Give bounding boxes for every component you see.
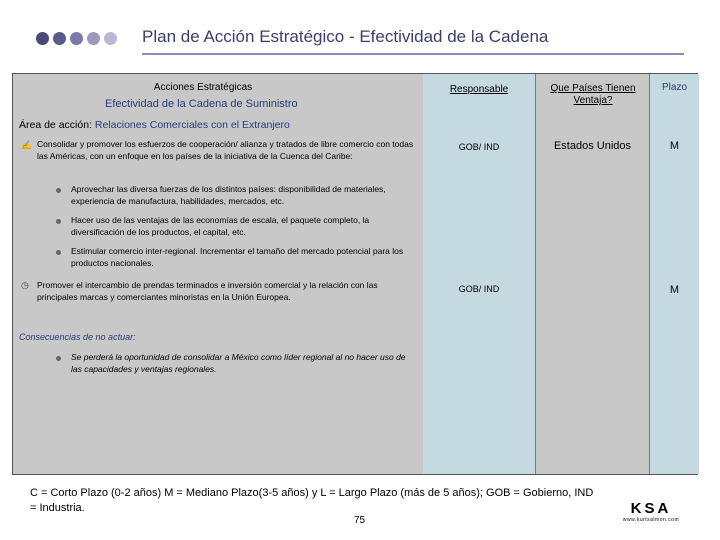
ksa-logo bbox=[620, 500, 682, 523]
sub-item-2: Hacer uso de las ventajas de las economías de escala, el paquete completo, la diversificación de los productos, el capital, etc. bbox=[71, 215, 370, 237]
bullet-dot bbox=[56, 219, 61, 224]
header-paises: Que Países Tienen Ventaja? bbox=[550, 83, 636, 106]
action-1-paises: Estados Unidos bbox=[553, 140, 632, 152]
dot-1 bbox=[36, 32, 49, 45]
action-1-plazo: M bbox=[669, 140, 680, 152]
header-plazo: Plazo bbox=[661, 82, 687, 93]
bullet-dot bbox=[56, 356, 61, 361]
header-acciones: Acciones Estratégicas bbox=[153, 82, 253, 93]
table-subtitle: Efectividad de la Cadena de Suministro bbox=[105, 98, 298, 110]
dot-5 bbox=[104, 32, 117, 45]
action-1-text: Consolidar y promover los esfuerzos de cooperación/ alianza y tratados de libre comercio con todas las Américas, con un enfoque en los países de la iniciativa de la Cuenca del Caribe: bbox=[37, 139, 414, 161]
bullet-dot bbox=[56, 188, 61, 193]
action-2-responsable: GOB/ IND bbox=[458, 284, 500, 294]
action-plan-table bbox=[12, 73, 698, 475]
clock-icon: ◷ bbox=[21, 280, 29, 290]
sub-item-1: Aprovechar las diversa fuerzas de los distintos países: disponibilidad de materiales, experiencia de manufactura, habilidades, mercados, etc. bbox=[71, 184, 386, 206]
footer-legend: C = Corto Plazo (0-2 años) M = Mediano Plazo(3-5 años) y L = Largo Plazo (más de 5 años); GOB = Gobierno, IND = Industria. bbox=[30, 487, 594, 514]
page-number: 75 bbox=[354, 515, 366, 526]
column-plazo bbox=[650, 74, 699, 474]
column-paises bbox=[535, 74, 650, 474]
sub-item-3: Estimular comercio inter-regional. Incrementar el tamaño del mercado potencial para los productos nacionales. bbox=[71, 246, 404, 268]
area-label: Área de acción: bbox=[19, 119, 92, 131]
title-dots bbox=[36, 32, 117, 45]
title-rule bbox=[142, 53, 684, 55]
logo-tagline: www.kurtsalmon.com bbox=[622, 517, 680, 523]
header-responsable: Responsable bbox=[449, 84, 509, 95]
action-1-responsable: GOB/ IND bbox=[458, 142, 500, 152]
pencil-icon: ✍ bbox=[21, 140, 33, 150]
page-title: Plan de Acción Estratégico - Efectividad de la Cadena bbox=[142, 27, 549, 46]
action-2-plazo: M bbox=[669, 284, 680, 296]
bullet-dot bbox=[56, 250, 61, 255]
consequences-label: Consecuencias de no actuar: bbox=[19, 332, 136, 342]
consequence-item-1: Se perderá la oportunidad de consolidar a México como líder regional al no hacer uso de las capacidades y ventajas regionales. bbox=[71, 352, 406, 374]
area-row bbox=[19, 119, 290, 131]
logo-name: KSA bbox=[630, 500, 672, 517]
dot-4 bbox=[87, 32, 100, 45]
area-value: Relaciones Comerciales con el Extranjero bbox=[94, 119, 290, 131]
column-responsable bbox=[423, 74, 535, 474]
dot-3 bbox=[70, 32, 83, 45]
action-2-text: Promover el intercambio de prendas terminados e inversión comercial y la relación con las principales marcas y comerciantes minoristas en la Unión Europea. bbox=[37, 280, 378, 302]
dot-2 bbox=[53, 32, 66, 45]
